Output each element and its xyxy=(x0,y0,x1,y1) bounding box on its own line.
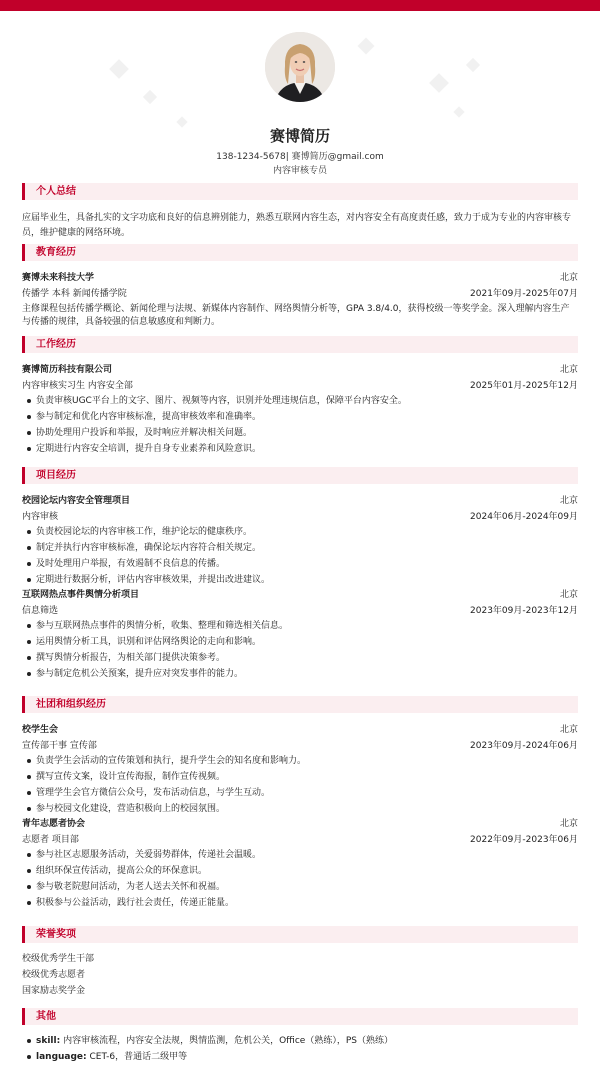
entry-role: 内容审核 xyxy=(22,512,59,522)
item-label: skill: xyxy=(36,1036,61,1046)
section-header xyxy=(22,1008,578,1025)
section-title: 社团和组织经历 xyxy=(36,699,106,710)
list-item: 制定并执行内容审核标准，确保论坛内容符合相关规定。 xyxy=(22,540,578,556)
entry-subheader xyxy=(22,739,578,753)
entry-period: 2022年09月-2023年06月 xyxy=(470,835,578,845)
project-name: 校园论坛内容安全管理项目 xyxy=(22,496,131,506)
decor-diamond xyxy=(358,38,375,55)
org-name: 青年志愿者协会 xyxy=(22,819,86,829)
other-section xyxy=(22,1008,578,1065)
bullet-list xyxy=(22,1033,578,1065)
item-label: language: xyxy=(36,1052,87,1062)
entry-location: 北京 xyxy=(559,273,578,283)
list-item: 参与敬老院慰问活动，为老人送去关怀和祝福。 xyxy=(22,879,578,895)
entry-role: 内容审核实习生 内容安全部 xyxy=(22,381,133,391)
list-item: 撰写舆情分析报告，为相关部门提供决策参考。 xyxy=(22,650,578,666)
section-accent-bar xyxy=(22,1008,25,1025)
bullet-list xyxy=(22,393,578,457)
list-item: 组织环保宣传活动，提高公众的环保意识。 xyxy=(22,863,578,879)
list-item: 参与互联网热点事件的舆情分析，收集、整理和筛选相关信息。 xyxy=(22,618,578,634)
list-item: 协助处理用户投诉和举报，及时响应并解决相关问题。 xyxy=(22,425,578,441)
list-item: 管理学生会官方微信公众号，发布活动信息，与学生互动。 xyxy=(22,785,578,801)
company-name: 赛博简历科技有限公司 xyxy=(22,365,113,375)
job-title: 内容审核专员 xyxy=(272,166,327,176)
entry-header xyxy=(22,271,578,285)
work-section xyxy=(22,336,578,457)
resume-name: 赛博简历 xyxy=(269,127,330,145)
awards-list xyxy=(22,951,578,999)
list-item: 撰写宣传文案，设计宣传海报，制作宣传视频。 xyxy=(22,769,578,785)
item-value: 内容审核流程，内容安全法规，舆情监测，危机公关，Office（熟练），PS（熟练） xyxy=(60,1036,393,1046)
entry-period: 2021年09月-2025年07月 xyxy=(470,289,578,299)
list-item: 负责校园论坛的内容审核工作，维护论坛的健康秩序。 xyxy=(22,524,578,540)
entry-location: 北京 xyxy=(559,365,578,375)
entry-role: 志愿者 项目部 xyxy=(22,835,79,845)
list-item: 定期进行内容安全培训，提升自身专业素养和风险意识。 xyxy=(22,441,578,457)
projects-section xyxy=(22,467,578,682)
entry-header xyxy=(22,494,578,508)
section-accent-bar xyxy=(22,467,25,484)
bullet-list xyxy=(22,524,578,588)
section-accent-bar xyxy=(22,696,25,713)
section-title: 教育经历 xyxy=(36,247,76,258)
list-item xyxy=(22,1049,578,1065)
section-title: 个人总结 xyxy=(36,186,76,197)
bullet-list xyxy=(22,847,578,911)
section-header xyxy=(22,467,578,484)
entry-period: 2023年09月-2024年06月 xyxy=(470,741,578,751)
entry-location: 北京 xyxy=(559,725,578,735)
entry-header xyxy=(22,363,578,377)
list-item: 运用舆情分析工具，识别和评估网络舆论的走向和影响。 xyxy=(22,634,578,650)
entry-subheader xyxy=(22,379,578,393)
list-item: 参与制定危机公关预案，提升应对突发事件的能力。 xyxy=(22,666,578,682)
awards-section xyxy=(22,926,578,999)
list-item: 定期进行数据分析，评估内容审核效果，并提出改进建议。 xyxy=(22,572,578,588)
summary-text: 应届毕业生，具备扎实的文字功底和良好的信息辨别能力，熟悉互联网内容生态，对内容安全有高度责任感，致力于成为专业的内容审核专员，维护健康的网络环境。 xyxy=(22,213,572,238)
entry-subheader xyxy=(22,510,578,524)
education-section xyxy=(22,244,578,329)
entry-period: 2025年01月-2025年12月 xyxy=(470,381,578,391)
avatar xyxy=(265,32,335,102)
list-item xyxy=(22,1033,578,1049)
section-accent-bar xyxy=(22,244,25,261)
decor-diamond xyxy=(109,59,129,79)
section-header xyxy=(22,336,578,353)
decor-diamond xyxy=(143,90,157,104)
section-accent-bar xyxy=(22,926,25,943)
entry-role: 信息筛选 xyxy=(22,606,59,616)
entry-subheader xyxy=(22,604,578,618)
list-item: 参与社区志愿服务活动，关爱弱势群体，传递社会温暖。 xyxy=(22,847,578,863)
section-header xyxy=(22,696,578,713)
project-name: 互联网热点事件舆情分析项目 xyxy=(22,590,140,600)
list-item: 负责学生会活动的宣传策划和执行，提升学生会的知名度和影响力。 xyxy=(22,753,578,769)
list-item: 及时处理用户举报，有效遏制不良信息的传播。 xyxy=(22,556,578,572)
activities-section xyxy=(22,696,578,911)
school-name: 赛博未来科技大学 xyxy=(22,273,95,283)
entry-role: 宣传部干事 宣传部 xyxy=(22,741,97,751)
entry-location: 北京 xyxy=(559,819,578,829)
entry-header xyxy=(22,817,578,831)
entry-header xyxy=(22,588,578,602)
award-item: 国家励志奖学金 xyxy=(22,986,86,996)
entry-subheader xyxy=(22,833,578,847)
section-title: 其他 xyxy=(36,1011,56,1022)
entry-location: 北京 xyxy=(559,590,578,600)
list-item: 负责审核UGC平台上的文字、图片、视频等内容，识别并处理违规信息，保障平台内容安全。 xyxy=(22,393,578,409)
entry-period: 2023年09月-2023年12月 xyxy=(470,606,578,616)
bullet-list xyxy=(22,618,578,682)
top-accent-bar xyxy=(0,0,600,11)
degree: 传播学 本科 新闻传播学院 xyxy=(22,289,127,299)
section-header xyxy=(22,183,578,200)
entry-header xyxy=(22,723,578,737)
education-desc: 主修课程包括传播学概论、新闻伦理与法规、新媒体内容制作、网络舆情分析等，GPA 3.8/4.0，获得校级一等奖学金。深入理解内容生产与传播的规律，具备较强的信息敏感度和判断力。 xyxy=(22,304,570,327)
section-title: 荣誉奖项 xyxy=(36,929,76,940)
section-title: 工作经历 xyxy=(36,339,76,350)
entry-period: 2024年06月-2024年09月 xyxy=(470,512,578,522)
award-item: 校级优秀学生干部 xyxy=(22,954,95,964)
list-item: 积极参与公益活动，践行社会责任，传递正能量。 xyxy=(22,895,578,911)
section-header xyxy=(22,926,578,943)
section-header xyxy=(22,244,578,261)
decor-diamond xyxy=(429,73,449,93)
list-item: 参与制定和优化内容审核标准，提高审核效率和准确率。 xyxy=(22,409,578,425)
bullet-list xyxy=(22,753,578,817)
section-accent-bar xyxy=(22,336,25,353)
entry-location: 北京 xyxy=(559,496,578,506)
item-value: CET-6，普通话二级甲等 xyxy=(86,1052,188,1062)
decor-diamond xyxy=(466,58,480,72)
section-title: 项目经历 xyxy=(36,470,76,481)
contact-info: 138-1234-5678| 赛博简历@gmail.com xyxy=(216,152,384,162)
list-item: 参与校园文化建设，营造积极向上的校园氛围。 xyxy=(22,801,578,817)
entry-subheader xyxy=(22,287,578,301)
award-item: 校级优秀志愿者 xyxy=(22,970,86,980)
summary-section xyxy=(22,183,578,241)
decor-diamond xyxy=(453,106,464,117)
section-accent-bar xyxy=(22,183,25,200)
org-name: 校学生会 xyxy=(22,725,59,735)
